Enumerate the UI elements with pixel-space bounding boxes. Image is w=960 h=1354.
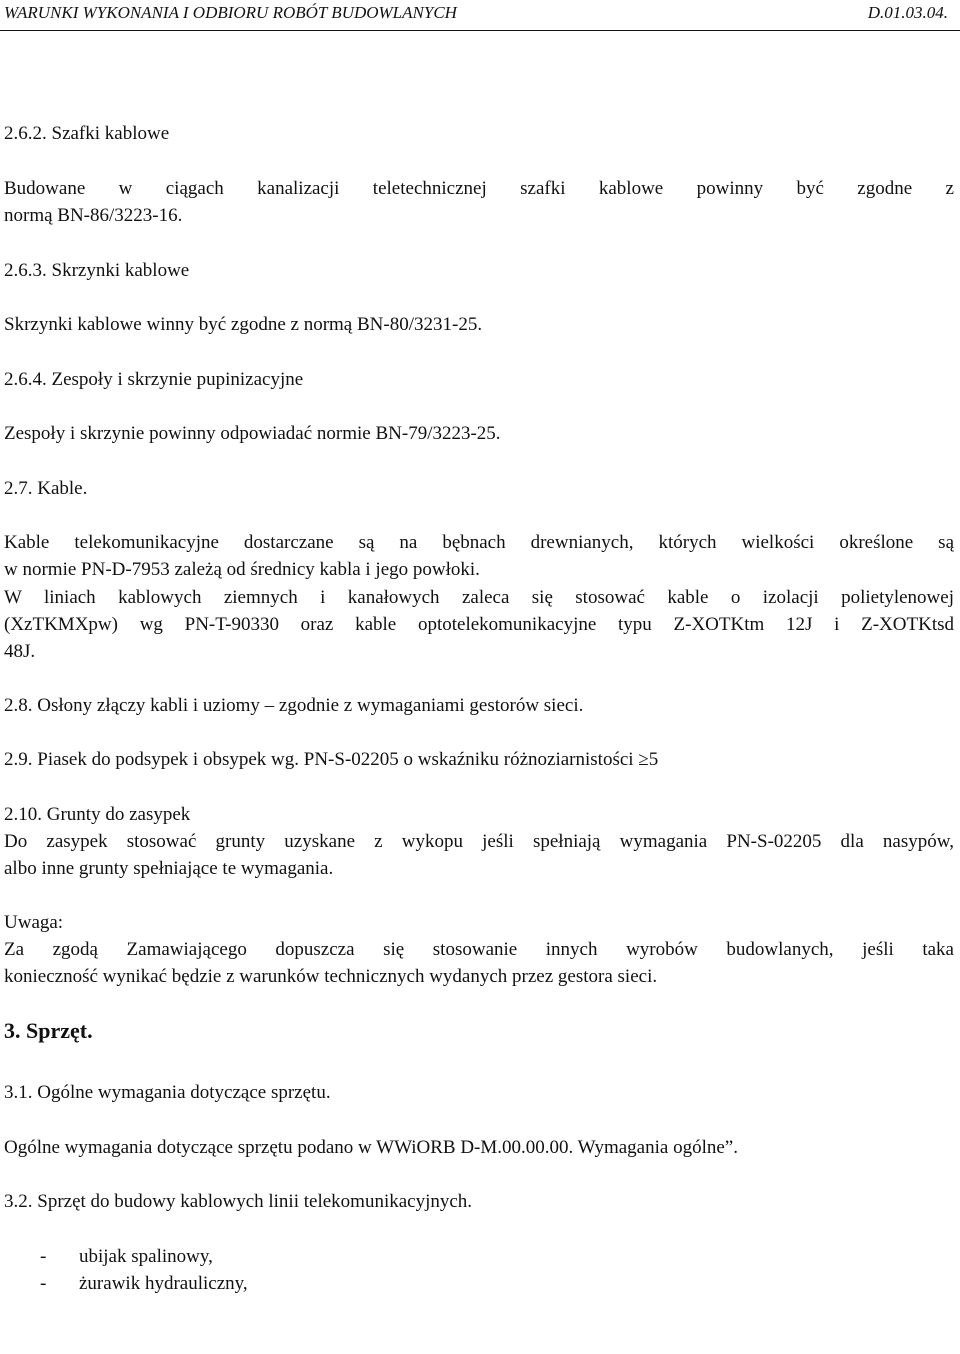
section-2-6-4-heading: 2.6.4. Zespoły i skrzynie pupinizacyjne — [4, 369, 304, 390]
note-label: Uwaga: — [4, 912, 64, 933]
list-bullet: - — [40, 1273, 47, 1294]
paragraph-line: Kable telekomunikacyjne dostarczane są na bębnach drewnianych, których wielkości określone są — [4, 532, 954, 553]
header-document-code: D.01.03.04. — [867, 3, 948, 22]
paragraph-line: W liniach kablowych ziemnych i kanałowych zaleca się stosować kable o izolacji polietylenowej — [4, 587, 954, 608]
paragraph-line: konieczność wynikać będzie z warunków technicznych wydanych przez gestora sieci. — [4, 966, 658, 987]
section-2-6-2-paragraph — [4, 175, 954, 229]
page-header — [0, 0, 960, 31]
section-2-6-3-heading: 2.6.3. Skrzynki kablowe — [4, 260, 190, 281]
paragraph-line: Za zgodą Zamawiającego dopuszcza się stosowanie innych wyrobów budowlanych, jeśli taka — [4, 939, 954, 960]
list-item-text: ubijak spalinowy, — [79, 1246, 213, 1267]
section-3-1-paragraph: Ogólne wymagania dotyczące sprzętu podano w WWiORB D-M.00.00.00. Wymagania ogólne”. — [4, 1137, 738, 1158]
paragraph-line: w normie PN-D-7953 zależą od średnicy kabla i jego powłoki. — [4, 559, 480, 580]
paragraph-line: normą BN-86/3223-16. — [4, 205, 183, 226]
list-bullet: - — [40, 1246, 47, 1267]
header-title: WARUNKI WYKONANIA I ODBIORU ROBÓT BUDOWLANYCH — [4, 3, 457, 22]
section-3-2-heading: 3.2. Sprzęt do budowy kablowych linii telekomunikacyjnych. — [4, 1191, 473, 1212]
paragraph-line: 48J. — [4, 641, 36, 662]
section-2-6-4-paragraph: Zespoły i skrzynie powinny odpowiadać normie BN-79/3223-25. — [4, 423, 501, 444]
section-2-7-paragraph-2 — [4, 584, 954, 665]
list-item — [4, 1243, 213, 1270]
paragraph-line: Budowane w ciągach kanalizacji teletechnicznej szafki kablowe powinny być zgodne z — [4, 178, 954, 199]
section-2-10-heading: 2.10. Grunty do zasypek — [4, 804, 191, 825]
paragraph-line: (XzTKMXpw) wg PN-T-90330 oraz kable optotelekomunikacyjne typu Z-XOTKtm 12J i Z-XOTKtsd — [4, 614, 954, 635]
section-3-1-heading: 3.1. Ogólne wymagania dotyczące sprzętu. — [4, 1082, 331, 1103]
section-2-6-2-heading: 2.6.2. Szafki kablowe — [4, 123, 170, 144]
note-paragraph — [4, 936, 954, 990]
paragraph-line: Do zasypek stosować grunty uzyskane z wykopu jeśli spełniają wymagania PN-S-02205 dla nasypów, — [4, 831, 954, 852]
section-2-10-paragraph — [4, 828, 954, 882]
section-2-7-paragraph-1 — [4, 529, 954, 583]
list-item-text: żurawik hydrauliczny, — [79, 1273, 248, 1294]
section-2-9-paragraph: 2.9. Piasek do podsypek i obsypek wg. PN-S-02205 o wskaźniku różnoziarnistości ≥5 — [4, 749, 659, 770]
list-item — [4, 1270, 248, 1297]
section-2-8-paragraph: 2.8. Osłony złączy kabli i uziomy – zgodnie z wymaganiami gestorów sieci. — [4, 695, 584, 716]
paragraph-line: albo inne grunty spełniające te wymagania. — [4, 858, 334, 879]
section-3-heading: 3. Sprzęt. — [4, 1018, 93, 1043]
section-2-6-3-paragraph: Skrzynki kablowe winny być zgodne z normą BN-80/3231-25. — [4, 314, 483, 335]
section-2-7-heading: 2.7. Kable. — [4, 478, 88, 499]
